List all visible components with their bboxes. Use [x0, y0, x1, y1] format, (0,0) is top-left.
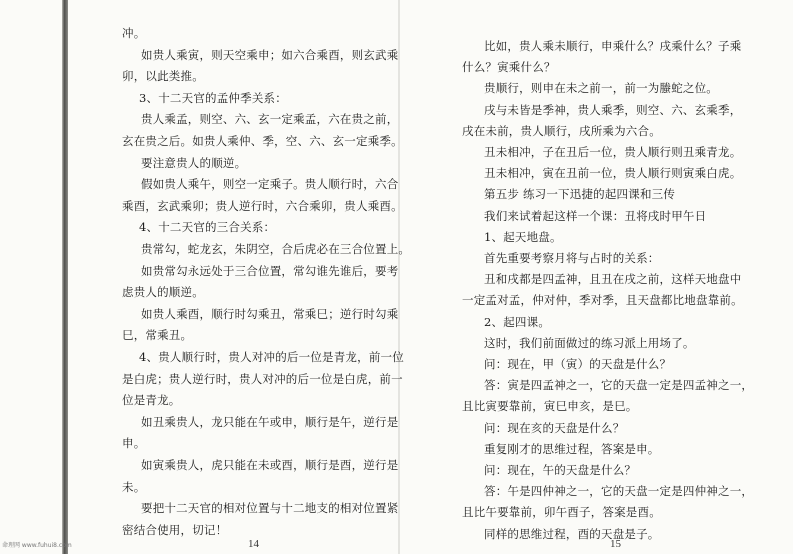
text-line: 冲。 — [122, 26, 146, 40]
text-line: 是白虎；贵人逆行时，贵人对冲的后一位是白虎，前一 — [122, 371, 403, 386]
text-line: 2、起四课。 — [484, 314, 551, 329]
left-page — [76, 0, 411, 554]
text-line: 乘酉，玄武乘卯；贵人逆行时，六合乘卯，贵人乘酉。 — [122, 198, 403, 213]
text-line: 且比午要靠前，卯午酉子，答案是酉。 — [462, 505, 661, 520]
text-line: 虑贵人的顺逆。 — [122, 285, 204, 300]
text-line: 什么？寅乘什么？ — [462, 60, 556, 75]
text-line: 如贵人乘酉，顺行时勾乘丑，常乘巳；逆行时勾乘 — [141, 306, 399, 321]
text-line: 如寅乘贵人，虎只能在未或酉，顺行是酉，逆行是 — [141, 458, 399, 472]
text-line: 贵顺行，则申在未之前一，前一为螣蛇之位。 — [484, 81, 718, 96]
page-number: 15 — [610, 538, 621, 550]
text-line: 戌与未皆是季神，贵人乘季，则空、六、玄乘季， — [484, 102, 742, 117]
text-line: 1、起天地盘。 — [484, 229, 562, 244]
text-line: 我们来试着起这样一个课：丑将戌时甲午日 — [484, 208, 707, 223]
section-heading: 第五步 练习一下迅捷的起四课和三传 — [484, 187, 676, 202]
text-line: 问：现在亥的天盘是什么？ — [484, 420, 625, 435]
text-line: 重复刚才的思维过程，答案是申。 — [484, 441, 660, 456]
footer-watermark: 命理网 www.fuhui8.com — [2, 542, 72, 549]
text-line: 申。 — [122, 436, 146, 451]
text-line: 4、贵人顺行时，贵人对冲的后一位是青龙，前一位 — [139, 350, 404, 364]
text-line: 答：午是四仲神之一，它的天盘一定是四仲神之一， — [484, 484, 754, 499]
text-line: 假如贵人乘午，则空一定乘子。贵人顺行时，六合 — [141, 177, 399, 192]
text-line: 贵常勾，蛇龙玄，朱阴空，合后虎必在三合位置上。 — [141, 242, 411, 256]
text-line: 如丑乘贵人，龙只能在午或申，顺行是午，逆行是 — [141, 414, 399, 429]
text-line: 要把十二天官的相对位置与十二地支的相对位置紧 — [141, 501, 399, 516]
text-line: 贵人乘孟，则空、六、玄一定乘孟，六在贵之前， — [141, 112, 399, 127]
text-line: 玄在贵之后。如贵人乘仲、季，空、六、玄一定乘季。 — [122, 134, 403, 148]
text-line: 3、十二天官的孟仲季关系： — [139, 90, 287, 105]
text-line: 丑和戌都是四孟神，且丑在戌之前，这样天地盘中 — [484, 272, 742, 287]
text-line: 且比寅要靠前，寅巳申亥，是巳。 — [462, 399, 638, 414]
binding-shadow — [62, 0, 68, 554]
text-line: 巳，常乘丑。 — [122, 328, 193, 343]
text-line: 位是青龙。 — [122, 393, 181, 408]
text-line: 同样的思维过程，酉的天盘是子。 — [484, 526, 660, 541]
page-number: 14 — [248, 538, 259, 550]
text-line: 答：寅是四孟神之一，它的天盘一定是四孟神之一， — [484, 378, 754, 393]
text-line: 这时，我们前面做过的练习派上用场了。 — [484, 335, 695, 350]
right-page — [412, 0, 788, 554]
text-line: 比如，贵人乘未顺行，申乘什么？戌乘什么？子乘 — [484, 39, 742, 53]
text-line: 卯，以此类推。 — [122, 69, 204, 84]
text-line: 如贵常勾永远处于三合位置，常勾谁先谁后，要考 — [141, 263, 399, 278]
text-line: 未。 — [122, 479, 146, 494]
text-line: 4、十二天官的三合关系： — [139, 220, 276, 235]
text-line: 问：现在，午的天盘是什么？ — [484, 463, 637, 477]
text-line: 首先重要考察月将与占时的关系： — [484, 251, 660, 265]
text-line: 丑未相冲，子在丑后一位，贵人顺行则丑乘青龙。 — [484, 145, 742, 159]
text-line: 丑未相冲，寅在丑前一位，贵人顺行则寅乘白虎。 — [484, 166, 742, 181]
text-line: 戌在未前，贵人顺行，戌所乘为六合。 — [462, 123, 661, 138]
text-line: 问：现在，甲（寅）的天盘是什么？ — [484, 357, 672, 371]
text-line: 一定孟对孟，仲对仲，季对季，且天盘都比地盘靠前。 — [462, 293, 743, 308]
text-line: 要注意贵人的顺逆。 — [141, 155, 247, 170]
text-line: 如贵人乘寅，则天空乘申；如六合乘酉，则玄武乘 — [141, 47, 399, 62]
text-line: 密结合使用，切记！ — [122, 522, 228, 537]
